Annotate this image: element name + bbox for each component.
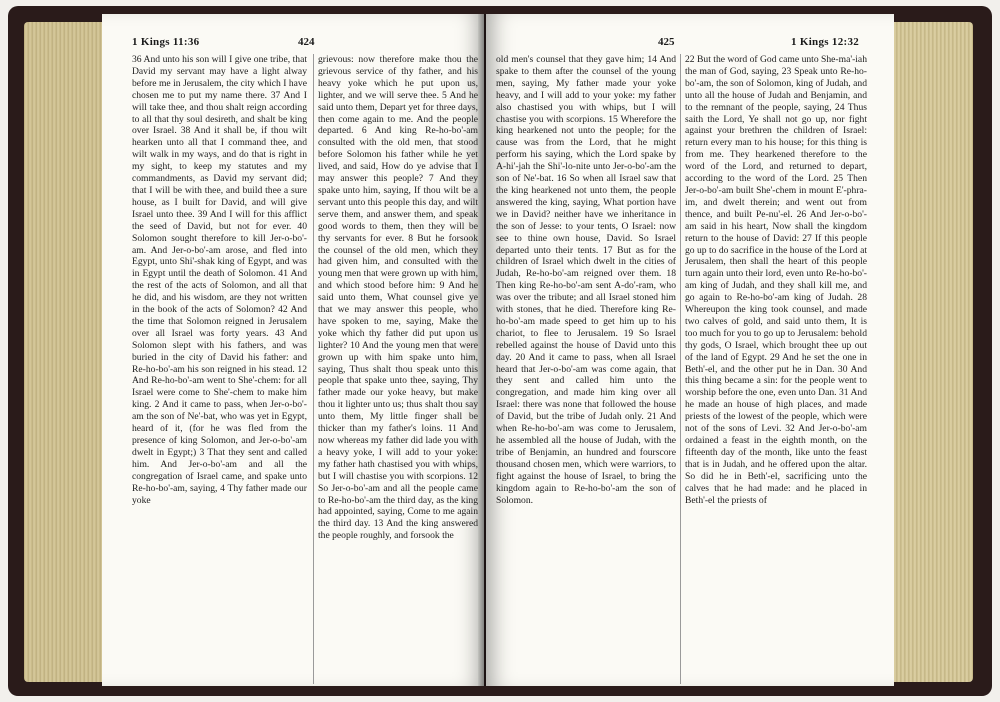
right-page xyxy=(486,14,894,686)
page-number-right: 425 xyxy=(658,36,675,48)
left-page-column-2 xyxy=(318,54,478,542)
left-page-column-1 xyxy=(132,54,307,506)
column-text: old men's counsel that they gave him; 14 And spake to them after the counsel of the young men, saying, My father made your yoke heavy, and I will add to your yoke: my father also chastised you with whips, but I will chastise you with scorpions. 15 Wherefore the king hearkened not unto the people; for the cause was from the Lord, that he might perform his saying, which the Lord spake by A-hi'-jah the Shi'-lo-nite unto Jer-o-bo'-am the son of Ne'-bat. 16 So when all Israel saw that the king hearkened not unto them, the people answered the king, saying, What portion have we in David? neither have we inheritance in the son of Jesse: to your tents, O Israel: now see to thine own house, David. So Israel departed unto their tents. 17 But as for the children of Israel which dwelt in the cities of Judah, Re-ho-bo'-am reigned over them. 18 Then king Re-ho-bo'-am sent A-do'-ram, who was over the tribute; and all Israel stoned him with stones, that he died. Therefore king Re-ho-bo'-am made speed to get him up to his chariot, to flee to Jerusalem. 19 So Israel rebelled against the house of David unto this day. 20 And it came to pass, when all Israel heard that Jer-o-bo'-am was come again, that they sent and called him unto the congregation, and made him king over all Israel: there was none that followed the house of David, but the tribe of Judah only. 21 And when Re-ho-bo'-am was come to Jerusalem, he assembled all the house of Judah, with the tribe of Benjamin, an hundred and fourscore thousand chosen men, which were warriors, to fight against the house of Israel, to bring the kingdom again to Re-ho-bo'-am the son of Solomon. xyxy=(496,54,676,506)
column-text: 36 And unto his son will I give one tribe, that David my servant may have a light alway before me in Jerusalem, the city which I have chosen me to put my name there. 37 And I will take thee, and thou shalt reign according to all that thy soul desireth, and shalt be king over Israel. 38 And it shall be, if thou wilt hearken unto all that I command thee, and wilt walk in my ways, and do that is right in my sight, to keep my statutes and my commandments, as David my servant did; that I will be with thee, and build thee a sure house, as I built for David, and will give Israel unto thee. 39 And I will for this afflict the seed of David, but not for ever. 40 Solomon sought therefore to kill Jer-o-bo'-am. And Jer-o-bo'-am arose, and fled into Egypt, unto Shi'-shak king of Egypt, and was in Egypt until the death of Solomon. 41 And the rest of the acts of Solomon, and all that he did, and his wisdom, are they not written in the book of the acts of Solomon? 42 And the time that Solomon reigned in Jerusalem over all Israel was forty years. 43 And Solomon slept with his fathers, and was buried in the city of David his father: and Re-ho-bo'-am his son reigned in his stead. 12 And Re-ho-bo'-am went to She'-chem: for all Israel were come to She'-chem to make him king. 2 And it came to pass, when Jer-o-bo'-am the son of Ne'-bat, who was yet in Egypt, heard of it, (for he was fled from the presence of king Solomon, and Jer-o-bo'-am dwelt in Egypt;) 3 That they sent and called him. And Jer-o-bo'-am and all the congregation of Israel came, and spake unto Re-ho-bo'-am, saying, 4 Thy father made our yoke xyxy=(132,54,307,506)
column-divider xyxy=(313,54,314,684)
right-page-column-2 xyxy=(685,54,867,506)
page-number-left: 424 xyxy=(298,36,315,48)
column-text: grievous: now therefore make thou the grievous service of thy father, and his heavy yoke which he put upon us, lighter, and we will serve thee. 5 And he said unto them, Depart yet for three days, then come again to me. And the people departed. 6 And king Re-ho-bo'-am consulted with the old men, that stood before Solomon his father while he yet lived, and said, How do ye advise that I may answer this people? 7 And they spake unto him, saying, If thou wilt be a servant unto this people this day, and wilt serve them, and answer them, and speak good words to them, then they will be thy servants for ever. 8 But he forsook the counsel of the old men, which they had given him, and consulted with the young men that were grown up with him, and which stood before him: 9 And he said unto them, What counsel give ye that we may answer this people, who have spoken to me, saying, Make the yoke which thy father did put upon us lighter? 10 And the young men that were grown up with him spake unto him, saying, Thus shalt thou speak unto this people that spake unto thee, saying, Thy father made our yoke heavy, but make thou it lighter unto us; thus shalt thou say unto them, My little finger shall be thicker than my father's loins. 11 And now whereas my father did lade you with a heavy yoke, I will add to your yoke: my father hath chastised you with whips, but I will chastise you with scorpions. 12 So Jer-o-bo'-am and all the people came to Re-ho-bo'-am the third day, as the king had appointed, saying, Come to me again the third day. 13 And the king answered the people roughly, and forsook the xyxy=(318,54,478,542)
column-text: 22 But the word of God came unto She-ma'-iah the man of God, saying, 23 Speak unto Re-ho-bo'-am, the son of Solomon, king of Judah, and unto all the house of Judah and Benjamin, and to the remnant of the people, saying, 24 Thus saith the Lord, Ye shall not go up, nor fight against your brethren the children of Israel: return every man to his house; for this thing is from me. They hearkened therefore to the word of the Lord, and returned to depart, according to the word of the Lord. 25 Then Jer-o-bo'-am built She'-chem in mount E'-phra-im, and dwelt therein; and went out from thence, and built Pe-nu'-el. 26 And Jer-o-bo'-am said in his heart, Now shall the kingdom return to the house of David: 27 If this people go up to do sacrifice in the house of the Lord at Jerusalem, then shall the heart of this people turn again unto their lord, even unto Re-ho-bo'-am king of Judah, and they shall kill me, and go again to Re-ho-bo'-am king of Judah. 28 Whereupon the king took counsel, and made two calves of gold, and said unto them, It is too much for you to go up to Jerusalem: behold thy gods, O Israel, which brought thee up out of the land of Egypt. 29 And he set the one in Beth'-el, and the other put he in Dan. 30 And this thing became a sin: for the people went to worship before the one, even unto Dan. 31 And he made an house of high places, and made priests of the lowest of the people, which were not of the sons of Levi. 32 And Jer-o-bo'-am ordained a feast in the eighth month, on the fifteenth day of the month, like unto the feast that is in Judah, and he offered upon the altar. So did he in Beth'-el, sacrificing unto the calves that he had made: and he placed in Beth'-el the priests of xyxy=(685,54,867,506)
left-page xyxy=(102,14,484,686)
left-page-edges xyxy=(24,22,106,682)
right-page-column-1 xyxy=(496,54,676,506)
right-page-edges xyxy=(893,22,973,682)
running-head-left: 1 Kings 11:36 xyxy=(132,36,200,48)
column-divider xyxy=(680,54,681,684)
running-head-right: 1 Kings 12:32 xyxy=(791,36,860,48)
